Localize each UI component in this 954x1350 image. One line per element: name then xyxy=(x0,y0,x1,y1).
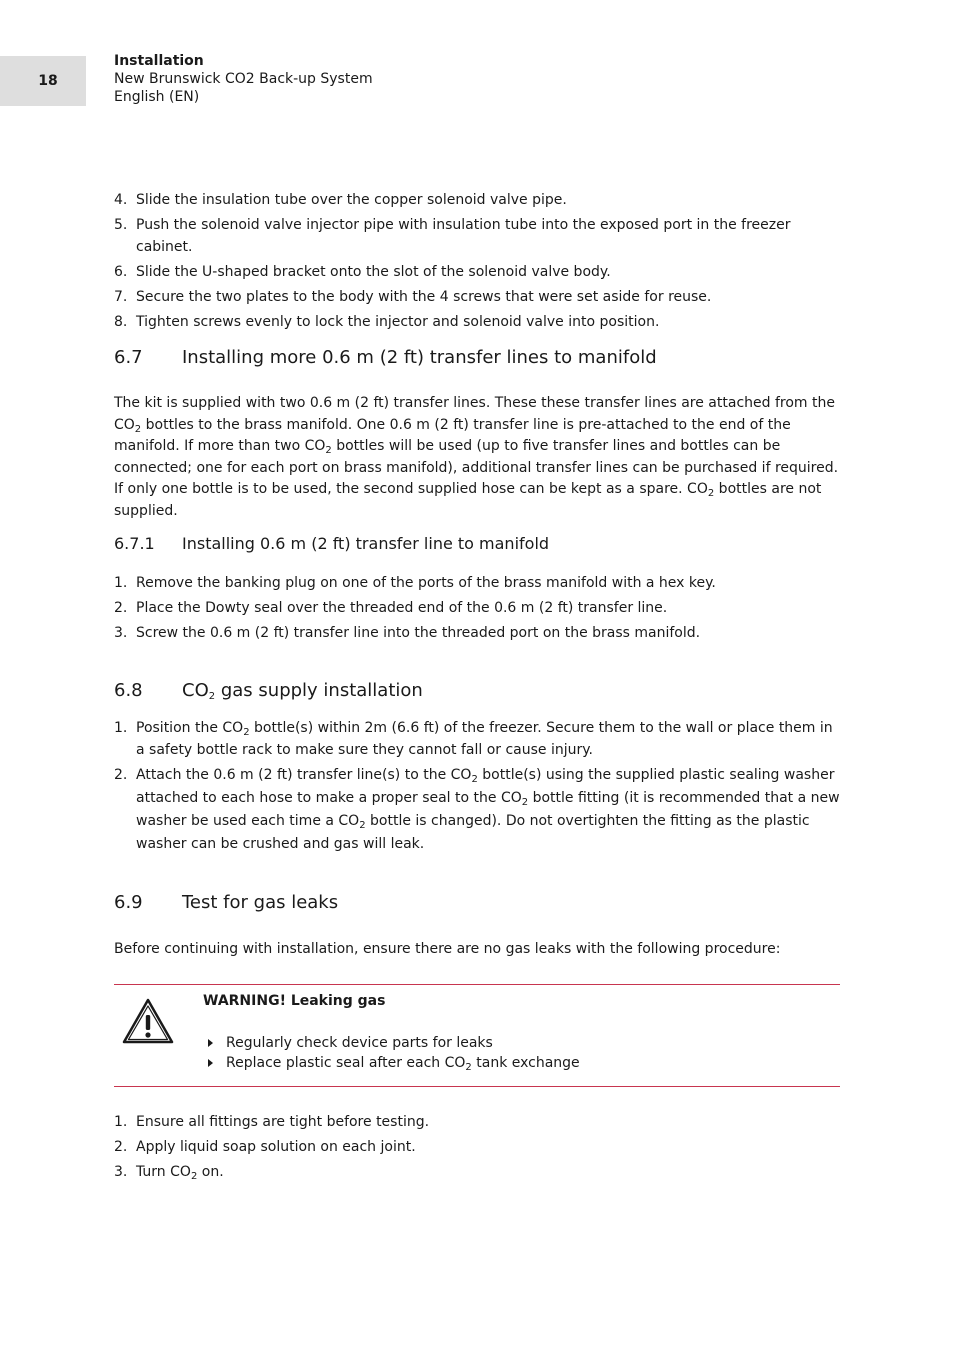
header-section: Installation xyxy=(114,53,204,69)
warning-box xyxy=(114,984,840,1087)
list-item: 3. Screw the 0.6 m (2 ft) transfer line into the threaded port on the brass manifold. xyxy=(114,625,701,641)
list-item: Replace plastic seal after each $CO_2$ tank exchange xyxy=(203,1053,580,1073)
steps-continued xyxy=(114,189,840,336)
section-6-8 xyxy=(114,680,840,702)
list-item: 7. Secure the two plates to the body with the 4 screws that were set aside for reuse. xyxy=(114,289,712,305)
warning-list xyxy=(203,1033,580,1073)
page-number: 18 xyxy=(38,73,58,89)
section-6-7 xyxy=(114,347,840,369)
warning-title: WARNING! Leaking gas xyxy=(203,993,386,1009)
section-heading: 6.8 $CO_2$ gas supply installation xyxy=(114,680,423,702)
warning-triangle-icon xyxy=(122,997,174,1045)
page-number-tab xyxy=(0,56,86,106)
list-item: 5. Push the solenoid valve injector pipe with insulation tube into the exposed port in the freezer cabinet. xyxy=(114,217,791,255)
leak-test-steps xyxy=(114,1111,840,1186)
subsection-heading: 6.7.1 Installing 0.6 m (2 ft) transfer line to manifold xyxy=(114,534,550,553)
list-item: 1. Position the $CO_2$ bottle(s) within 2m (6.6 ft) of the freezer. Secure them to the wall or place them in a safety bottle rack to make sure they cannot fall or cause injury. xyxy=(114,720,833,758)
arrow-right-icon xyxy=(208,1039,213,1047)
header-language: English (EN) xyxy=(114,89,200,105)
section-heading: 6.7 Installing more 0.6 m (2 ft) transfer lines to manifold xyxy=(114,347,657,368)
section-6-9 xyxy=(114,892,840,914)
section-6-7-1 xyxy=(114,533,840,555)
section-6-9-intro: Before continuing with installation, ensure there are no gas leaks with the following procedure: xyxy=(114,941,781,957)
section-6-8-steps xyxy=(114,717,840,859)
section-6-7-paragraph: The kit is supplied with two 0.6 m (2 ft) transfer lines. These these transfer lines are attached from the $CO_2$ bottles to the brass manifold. One 0.6 m (2 ft) transfer line is pre-attached to the end of the manifold. If more than two $CO_2$ bottles will be used (up to five transfer lines and bottles can be connected; one for each port on brass manifold), additional transfer lines can be purchased if required. If only one bottle is to be used, the second supplied hose can be kept as a spare. $CO_2$ bottles are not supplied. xyxy=(114,395,839,519)
running-header xyxy=(114,52,373,106)
list-item: 1. Ensure all fittings are tight before testing. xyxy=(114,1114,430,1130)
list-item: 2. Attach the 0.6 m (2 ft) transfer line(s) to the $CO_2$ bottle(s) using the supplied plastic sealing washer attached to each hose to make a proper seal to the $CO_2$ bottle fitting (it is recommended that a new washer be used each time a $CO_2$ bottle is changed). Do not overtighten the fitting as the plastic washer can be crushed and gas will leak. xyxy=(114,767,840,852)
header-product: New Brunswick CO2 Back-up System xyxy=(114,71,373,87)
list-item: 8. Tighten screws evenly to lock the injector and solenoid valve into position. xyxy=(114,314,660,330)
list-item: 2. Place the Dowty seal over the threaded end of the 0.6 m (2 ft) transfer line. xyxy=(114,600,668,616)
section-6-7-1-steps xyxy=(114,572,840,647)
list-item: Regularly check device parts for leaks xyxy=(203,1033,580,1053)
section-heading: 6.9 Test for gas leaks xyxy=(114,892,339,913)
list-item: 3. Turn $CO_2$ on. xyxy=(114,1164,224,1182)
list-item: 6. Slide the U-shaped bracket onto the slot of the solenoid valve body. xyxy=(114,264,611,280)
list-item: 4. Slide the insulation tube over the copper solenoid valve pipe. xyxy=(114,192,567,208)
list-item: 2. Apply liquid soap solution on each joint. xyxy=(114,1139,416,1155)
arrow-right-icon xyxy=(208,1059,213,1067)
list-item: 1. Remove the banking plug on one of the ports of the brass manifold with a hex key. xyxy=(114,575,716,591)
